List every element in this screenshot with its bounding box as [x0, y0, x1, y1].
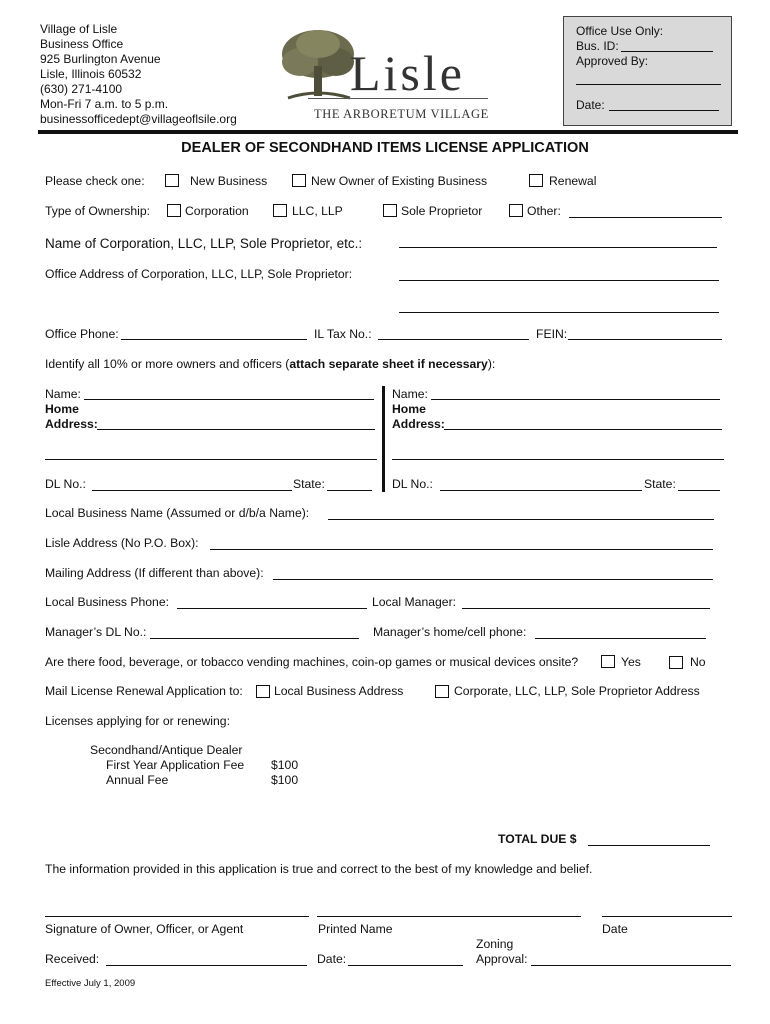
address-line: Mon-Fri 7 a.m. to 5 p.m. — [40, 97, 169, 111]
local-phone-field[interactable] — [177, 608, 367, 609]
owner1-address-label: Address: — [45, 417, 98, 431]
corporate-address-label: Corporate, LLC, LLP, Sole Proprietor Address — [454, 684, 700, 698]
owner2-name-field[interactable] — [431, 399, 720, 400]
name-corp-label: Name of Corporation, LLC, LLP, Sole Proprietor, etc.: — [45, 236, 363, 251]
corporate-address-checkbox[interactable] — [435, 685, 449, 698]
address-line: (630) 271-4100 — [40, 82, 123, 96]
fee-label: Annual Fee — [106, 773, 169, 787]
received-field[interactable] — [106, 965, 307, 966]
fee-amount: $100 — [271, 758, 299, 772]
renewal-checkbox[interactable] — [529, 174, 543, 187]
owner1-name-label: Name: — [45, 387, 81, 401]
printed-name-label: Printed Name — [318, 922, 393, 936]
approval-field[interactable] — [531, 965, 731, 966]
lisle-address-field[interactable] — [210, 549, 713, 550]
address-line: businessofficedept@villageoflsile.org — [40, 112, 237, 126]
logo-word: Lisle — [350, 45, 465, 101]
owner1-home-label: Home — [45, 402, 79, 416]
local-business-name-label: Local Business Name (Assumed or d/b/a Name): — [45, 506, 310, 520]
office-use-box — [563, 16, 732, 126]
other-field[interactable] — [569, 217, 722, 218]
address-line: Lisle, Illinois 60532 — [40, 67, 142, 81]
signature-date-field[interactable] — [602, 916, 732, 917]
llc-checkbox[interactable] — [273, 204, 287, 217]
owner1-dl-field[interactable] — [92, 490, 292, 491]
licenses-label: Licenses applying for or renewing: — [45, 714, 230, 728]
vending-no-checkbox[interactable] — [669, 656, 683, 669]
manager-dl-field[interactable] — [150, 638, 359, 639]
owner2-state-field[interactable] — [678, 490, 720, 491]
office-use-heading: Office Use Only: — [576, 24, 664, 38]
owners-intro: Identify all 10% or more owners and officers (attach separate sheet if necessary): — [45, 357, 496, 371]
owner2-address-field-2[interactable] — [392, 459, 724, 460]
license-type: Secondhand/Antique Dealer — [90, 743, 243, 757]
vending-no-label: No — [690, 655, 706, 669]
owner2-dl-field[interactable] — [440, 490, 642, 491]
fein-field[interactable] — [568, 339, 722, 340]
sole-proprietor-label: Sole Proprietor — [401, 204, 483, 218]
vending-question: Are there food, beverage, or tobacco vending machines, coin-op games or musical devices onsite? — [45, 655, 579, 669]
owner1-dl-label: DL No.: — [45, 477, 86, 491]
owner-divider — [382, 386, 385, 492]
fee-label: First Year Application Fee — [106, 758, 245, 772]
local-manager-label: Local Manager: — [372, 595, 457, 609]
certification-text: The information provided in this application is true and correct to the best of my knowledge and belief. — [45, 862, 593, 876]
date-label: Date — [602, 922, 628, 936]
local-phone-label: Local Business Phone: — [45, 595, 169, 609]
name-corp-field[interactable] — [399, 247, 717, 248]
new-owner-label: New Owner of Existing Business — [311, 174, 488, 188]
llc-label: LLC, LLP — [292, 204, 343, 218]
sole-proprietor-checkbox[interactable] — [383, 204, 397, 217]
owner2-name-label: Name: — [392, 387, 428, 401]
manager-phone-field[interactable] — [535, 638, 706, 639]
bus-id-label: Bus. ID: — [576, 39, 619, 53]
approved-by-label: Approved By: — [576, 54, 649, 68]
address-line: 925 Burlington Avenue — [40, 52, 161, 66]
lisle-address-label: Lisle Address (No P.O. Box): — [45, 536, 199, 550]
owner1-address-field-2[interactable] — [45, 459, 377, 460]
ownership-label: Type of Ownership: — [45, 204, 150, 218]
printed-name-field[interactable] — [317, 916, 581, 917]
office-phone-label: Office Phone: — [45, 327, 119, 341]
tree-icon — [278, 26, 358, 106]
local-address-label: Local Business Address — [274, 684, 404, 698]
signature-label: Signature of Owner, Officer, or Agent — [45, 922, 244, 936]
owner1-state-label: State: — [293, 477, 325, 491]
header-address — [40, 22, 237, 127]
owner2-home-label: Home — [392, 402, 426, 416]
owner2-address-field[interactable] — [444, 429, 722, 430]
owner2-state-label: State: — [644, 477, 676, 491]
mailing-address-field[interactable] — [273, 579, 713, 580]
local-business-name-field[interactable] — [328, 519, 714, 520]
renewal-label: Renewal — [549, 174, 597, 188]
other-label: Other: — [527, 204, 561, 218]
il-tax-field[interactable] — [378, 339, 529, 340]
total-due-label: TOTAL DUE $ — [498, 832, 577, 846]
new-business-label: New Business — [190, 174, 268, 188]
other-checkbox[interactable] — [509, 204, 523, 217]
owner2-dl-label: DL No.: — [392, 477, 433, 491]
office-address-field[interactable] — [399, 280, 719, 281]
received-date-field[interactable] — [348, 965, 463, 966]
address-line: Village of Lisle — [40, 22, 118, 36]
logo-tagline: THE ARBORETUM VILLAGE — [314, 107, 489, 121]
corporation-checkbox[interactable] — [167, 204, 181, 217]
header-rule — [38, 130, 738, 134]
owner1-address-field[interactable] — [97, 429, 375, 430]
local-address-checkbox[interactable] — [256, 685, 270, 698]
fee-amount: $100 — [271, 773, 299, 787]
vending-yes-label: Yes — [621, 655, 641, 669]
office-address-field-2[interactable] — [399, 312, 719, 313]
vending-yes-checkbox[interactable] — [601, 655, 615, 668]
check-one-label: Please check one: — [45, 174, 145, 188]
office-phone-field[interactable] — [121, 339, 307, 340]
local-manager-field[interactable] — [462, 608, 710, 609]
page-title: DEALER OF SECONDHAND ITEMS LICENSE APPLICATION — [181, 140, 589, 156]
owner1-name-field[interactable] — [84, 399, 374, 400]
total-due-field[interactable] — [588, 845, 710, 846]
mailing-address-label: Mailing Address (If different than above): — [45, 566, 264, 580]
mail-renewal-label: Mail License Renewal Application to: — [45, 684, 243, 698]
effective-date: Effective July 1, 2009 — [45, 978, 136, 989]
il-tax-label: IL Tax No.: — [314, 327, 372, 341]
manager-dl-label: Manager’s DL No.: — [45, 625, 147, 639]
office-date-label: Date: — [576, 98, 605, 112]
received-label: Received: — [45, 952, 100, 966]
manager-phone-label: Manager’s home/cell phone: — [373, 625, 527, 639]
signature-field[interactable] — [45, 916, 309, 917]
lisle-logo — [278, 26, 498, 126]
fein-label: FEIN: — [536, 327, 568, 341]
address-line: Business Office — [40, 37, 124, 51]
new-business-checkbox[interactable] — [165, 174, 179, 187]
received-date-label: Date: — [317, 952, 347, 966]
corporation-label: Corporation — [185, 204, 249, 218]
new-owner-checkbox[interactable] — [292, 174, 306, 187]
office-address-label: Office Address of Corporation, LLC, LLP, Sole Proprietor: — [45, 267, 353, 281]
owner1-state-field[interactable] — [327, 490, 372, 491]
owner2-address-label: Address: — [392, 417, 445, 431]
zoning-label: Zoning — [476, 937, 514, 951]
approval-label: Approval: — [476, 952, 528, 966]
